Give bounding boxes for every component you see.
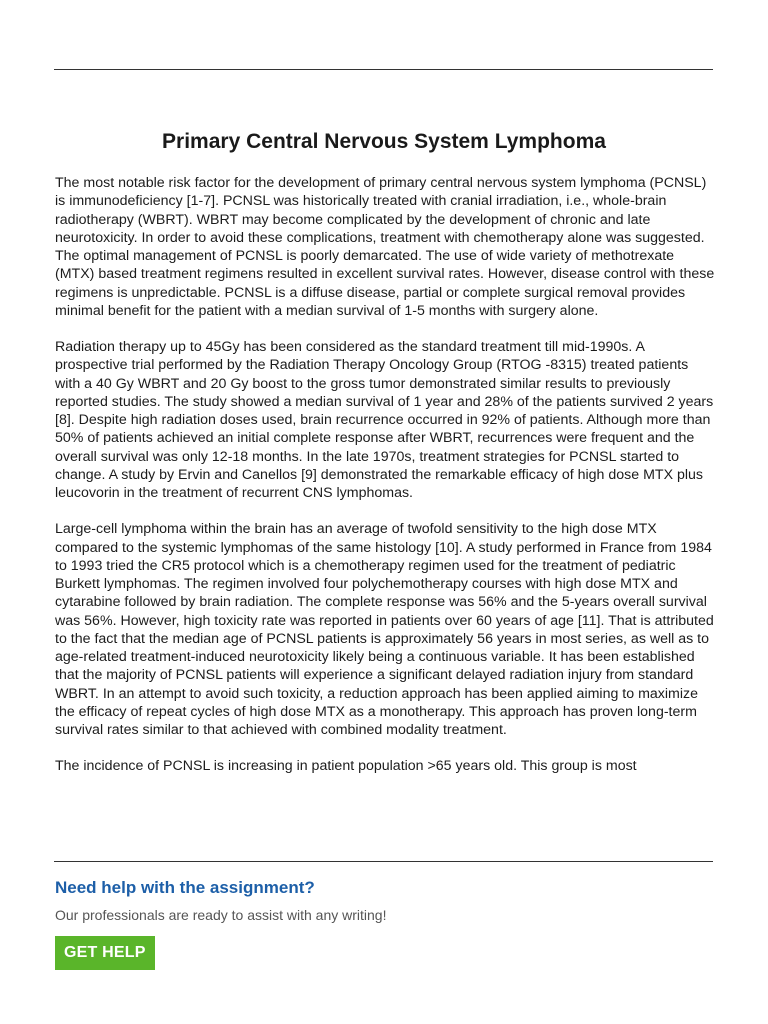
top-divider	[54, 69, 713, 70]
paragraph-3: Large-cell lymphoma within the brain has an average of twofold sensitivity to the high dose MTX compared to the systemic lymphomas of the same histology [10]. A study performed in France from 1984 to 1993 tried the CR5 protocol which is a chemotherapy regimen used for the treatment of pediatric Burkett lymphomas. The regimen involved four polychemotherapy courses with high dose MTX and cytarabine followed by brain radiation. The complete response was 56% and the 5-years overall survival was 56%. However, high toxicity rate was reported in patients over 60 years of age [11]. That is attributed to the fact that the median age of PCNSL patients is approximately 56 years in most series, as well as to age-related treatment-induced neurotoxicity likely being a continuous variable. It has been established that the majority of PCNSL patients will experience a significant delayed radiation injury from standard WBRT. In an attempt to avoid such toxicity, a reduction approach has been applied aiming to maximize the efficacy of repeat cycles of high dose MTX as a monotherapy. This approach has proven long-term survival rates similar to that achieved with combined modality treatment.	[55, 521, 714, 738]
document-body	[55, 174, 715, 794]
get-help-button[interactable]: GET HELP	[55, 936, 155, 970]
bottom-divider	[54, 861, 713, 862]
paragraph-1: The most notable risk factor for the development of primary central nervous system lymphoma (PCNSL) is immunodeficiency [1-7]. PCNSL was historically treated with cranial irradiation, i.e., whole-brain radiotherapy (WBRT). WBRT may become complicated by the development of chronic and late neurotoxicity. In order to avoid these complications, treatment with chemotherapy alone was suggested. The optimal management of PCNSL is poorly demarcated. The use of wide variety of methotrexate (MTX) based treatment regimens resulted in excellent survival rates. However, disease control with these regimens is unpredictable. PCNSL is a diffuse disease, partial or complete surgical removal provides minimal benefit for the patient with a median survival of 1-5 months with surgery alone.	[55, 175, 715, 319]
help-cta-section	[55, 876, 715, 970]
document-title: Primary Central Nervous System Lymphoma	[162, 130, 606, 153]
cta-heading: Need help with the assignment?	[55, 878, 315, 897]
paragraph-2: Radiation therapy up to 45Gy has been considered as the standard treatment till mid-1990s. A prospective trial performed by the Radiation Therapy Oncology Group (RTOG -8315) treated patients with a 40 Gy WBRT and 20 Gy boost to the gross tumor demonstrated similar results to previously reported studies. The study showed a median survival of 1 year and 28% of the patients survived 2 years [8]. Despite high radiation doses used, brain recurrence occurred in 92% of patients. Although more than 50% of patients achieved an initial complete response after WBRT, recurrences were frequent and the overall survival was only 12-18 months. In the late 1970s, treatment strategies for PCNSL started to change. A study by Ervin and Canellos [9] demonstrated the remarkable efficacy of high dose MTX plus leucovorin in the treatment of recurrent CNS lymphomas.	[55, 339, 714, 501]
cta-subtext: Our professionals are ready to assist with any writing!	[55, 907, 387, 923]
paragraph-4: The incidence of PCNSL is increasing in patient population >65 years old. This group is most	[55, 758, 637, 775]
